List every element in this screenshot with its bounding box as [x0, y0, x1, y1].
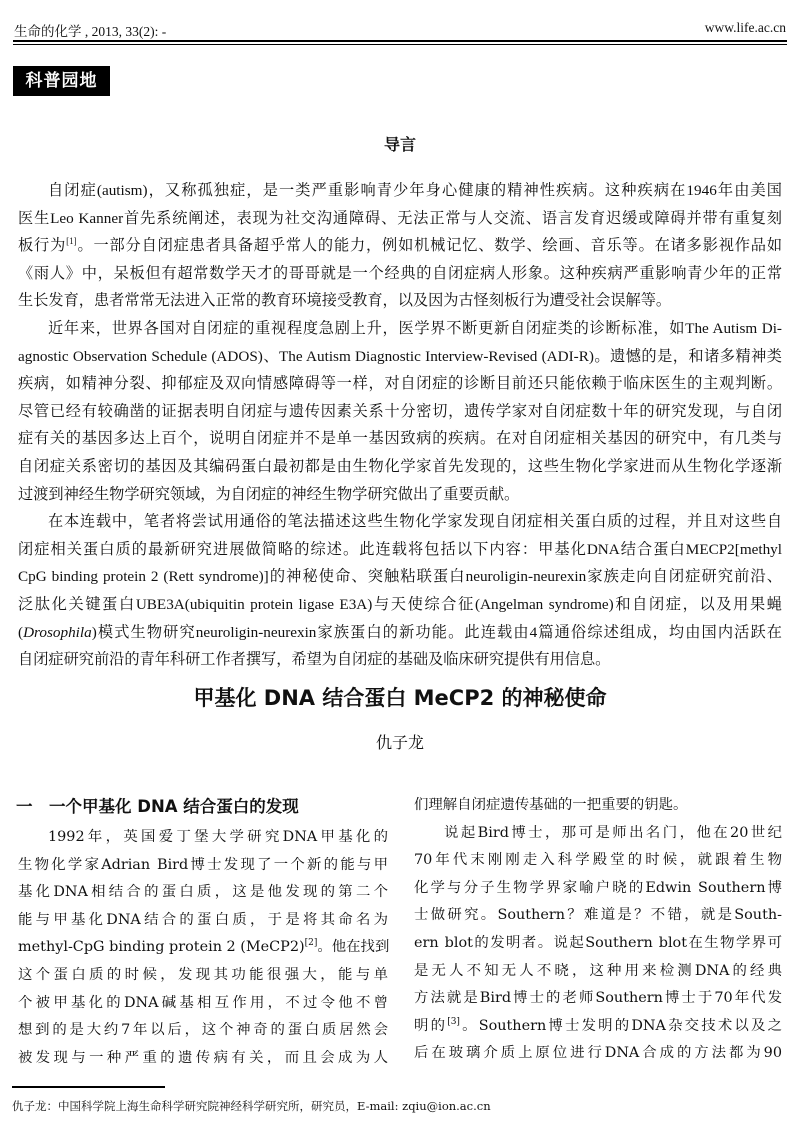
text-run: (: [18, 623, 24, 641]
header-rule: [13, 40, 787, 42]
text-run: 尽管已经有较确凿的证据表明自闭症与遗传因素关系十分密切，遗传学家对自闭症数十年的研究发现，与自闭: [18, 402, 782, 420]
text-run: 板行为: [18, 237, 67, 255]
text-run: 自闭症关系密切的基因及其编码蛋白最初都是由生物化学家首先发现的，这些生物化学家进而从生物化学逐渐: [18, 457, 782, 475]
text-line: [18, 398, 782, 426]
text-run: 基化DNA相结合的蛋白质，这是他发现的第二个: [18, 884, 388, 901]
right-column: [414, 792, 782, 1068]
text-run: 想到的是大约7年以后，这个神奇的蛋白质居然会: [18, 1022, 388, 1039]
text-line: [18, 343, 782, 371]
text-run: 这个蛋白质的时候，发现其功能很强大，能与单: [18, 966, 388, 983]
italic-term: Drosophila: [23, 623, 92, 641]
text-line: [18, 536, 782, 564]
text-run: 说起Bird博士，那可是师出名门，他在20世纪: [444, 824, 782, 841]
text-line: [18, 453, 782, 481]
text-run: 自闭症(autism)，又称孤独症，是一类严重影响青少年身心健康的精神性疾病。这种疾病在1946年由美国: [48, 182, 782, 199]
text-line: [18, 852, 388, 880]
text-run: 近年来，世界各国对自闭症的重视程度急剧上升，医学界不断更新自闭症类的诊断标准，如The Autism Di-: [48, 319, 782, 337]
text-run: methyl-CpG binding protein 2 (MeCP2): [18, 939, 305, 956]
text-run: 们理解自闭症遗传基础的一把重要的钥匙。: [414, 797, 688, 813]
text-run: CpG binding protein 2 (Rett syndrome)]的神秘使命、突触粘联蛋白neuroligin-neurexin家族走向自闭症研究前沿、: [18, 568, 782, 586]
text-run: 是无人不知无人不晓，这种用来检测DNA的经典: [414, 962, 782, 979]
text-line: [18, 481, 782, 509]
text-run: )模式生物研究neuroligin-neurexin家族蛋白的新功能。此连载由4篇通俗综述组成，均由国内活跃在: [91, 623, 782, 641]
text-line: [414, 1040, 782, 1068]
text-line: [18, 879, 388, 907]
text-run: 医生Leo Kanner首先系统阐述，表现为社交沟通障碍、无法正常与人交流、语言发育迟缓或障碍并带有重复刻: [18, 209, 782, 227]
left-column: [18, 824, 388, 1072]
text-line: [414, 820, 782, 848]
text-line: [414, 985, 782, 1013]
text-line: [18, 508, 782, 536]
text-run: 《雨人》中，呆板但有超常数学天才的哥哥就是一个经典的自闭症病人形象。这种疾病严重影响青少年的正常: [18, 264, 782, 282]
text-line: [18, 591, 782, 619]
text-line: [18, 824, 388, 852]
footnote: 仇子龙：中国科学院上海生命科学研究院神经科学研究所，研究员，E-mail: zqiu@ion.ac.cn: [12, 1099, 491, 1113]
article-author: 仇子龙: [375, 733, 424, 752]
journal-citation: 生命的化学 , 2013, 33(2): -: [14, 24, 167, 39]
text-run: 70年代末刚刚走入科学殿堂的时候，就跟着生物: [414, 852, 782, 869]
text-line: [414, 875, 782, 903]
text-run: 生物化学家Adrian Bird博士发现了一个新的能与甲: [18, 856, 388, 873]
text-line: [414, 902, 782, 930]
text-run: 化学与分子生物学界家喻户晓的Edwin Southern博: [414, 879, 782, 896]
text-line: [18, 177, 782, 205]
text-line: [18, 619, 782, 647]
text-run: 被发现与一种严重的遗传病有关，而且会成为人: [18, 1049, 388, 1066]
text-line: [18, 563, 782, 591]
text-run: 方法就是Bird博士的老师Southern博士于70年代发: [414, 990, 782, 1007]
text-line: [18, 990, 388, 1018]
text-line: [414, 958, 782, 986]
text-line: [18, 934, 388, 962]
text-line: [18, 1045, 388, 1073]
text-run: 能与甲基化DNA结合的蛋白质，于是将其命名为: [18, 911, 388, 928]
text-run: 疾病，如精神分裂、抑郁症及双向情感障碍等一样，对自闭症的诊断目前还只能依赖于临床医生的主观判断。: [18, 375, 782, 393]
text-run: 。Southern博士发明的DNA杂交技术以及之: [459, 1017, 782, 1034]
footnote-rule: [12, 1086, 165, 1088]
text-run: 生长发育，患者常常无法进入正常的教育环境接受教育，以及因为古怪刻板行为遭受社会误解等。: [18, 292, 672, 310]
text-line: [18, 315, 782, 343]
intro-title: 导言: [383, 135, 416, 154]
text-line: [18, 287, 782, 315]
text-line: [414, 930, 782, 958]
text-line: [414, 847, 782, 875]
text-run: 自闭症研究前沿的青年科研工作者撰写，希望为自闭症的基础及临床研究提供有用信息。: [18, 651, 611, 669]
text-line: [18, 370, 782, 398]
text-run: 在本连载中，笔者将尝试用通俗的笔法描述这些生物化学家发现自闭症相关蛋白质的过程，并且对这些自: [48, 513, 782, 531]
text-run: 后在玻璃介质上原位进行DNA合成的方法都为90: [414, 1045, 782, 1062]
text-run: 症有关的基因多达上百个，说明自闭症并不是单一基因致病的疾病。在对自闭症相关基因的研究中，有几类与: [18, 430, 782, 448]
citation-ref: [1]: [66, 236, 77, 247]
text-run: 1992年，英国爱丁堡大学研究DNA甲基化的: [48, 829, 388, 845]
text-run: 士做研究。Southern？难道是？不错，就是South-: [414, 907, 782, 924]
text-run: 明的: [414, 1017, 448, 1034]
text-run: 泛肽化关键蛋白UBE3A(ubiquitin protein ligase E3A)与天使综合征(Angelman syndrome)和自闭症，以及用果蝇: [18, 595, 782, 613]
text-line: [18, 425, 782, 453]
text-line: [414, 792, 782, 820]
intro-body: [18, 177, 782, 674]
text-line: [18, 962, 388, 990]
section-heading: 一 一个甲基化 DNA 结合蛋白的发现: [16, 797, 299, 816]
text-line: [18, 232, 782, 260]
citation-ref: [2]: [304, 938, 318, 949]
text-line: [18, 260, 782, 288]
journal-url: www.life.ac.cn: [704, 20, 786, 35]
citation-ref: [3]: [447, 1016, 460, 1027]
text-line: [18, 907, 388, 935]
text-line: [18, 1017, 388, 1045]
text-run: 个被甲基化的DNA碱基相互作用，不过令他不曾: [18, 994, 388, 1011]
text-line: [414, 1013, 782, 1041]
text-line: [18, 205, 782, 233]
text-run: agnostic Observation Schedule (ADOS)、The Autism Diagnostic Interview-Revised (ADI-R)。遗憾的是，和诸多精神类: [18, 347, 782, 365]
article-title: 甲基化 DNA 结合蛋白 MeCP2 的神秘使命: [193, 686, 607, 710]
text-run: 。一部分自闭症患者具备超乎常人的能力，例如机械记忆、数学、绘画、音乐等。在诸多影视作品如: [76, 237, 783, 255]
section-badge: 科普园地: [13, 66, 110, 96]
text-run: 闭症相关蛋白质的最新研究进展做简略的综述。此连载将包括以下内容：甲基化DNA结合蛋白MECP2[methyl: [18, 540, 782, 558]
text-run: 过渡到神经生物学研究领域，为自闭症的神经生物学研究做出了重要贡献。: [18, 485, 520, 503]
text-run: 。他在找到: [317, 939, 390, 956]
text-run: ern blot的发明者。说起Southern blot在生物学界可: [414, 934, 782, 951]
text-line: [18, 646, 782, 674]
header-rule-thin: [13, 44, 787, 45]
